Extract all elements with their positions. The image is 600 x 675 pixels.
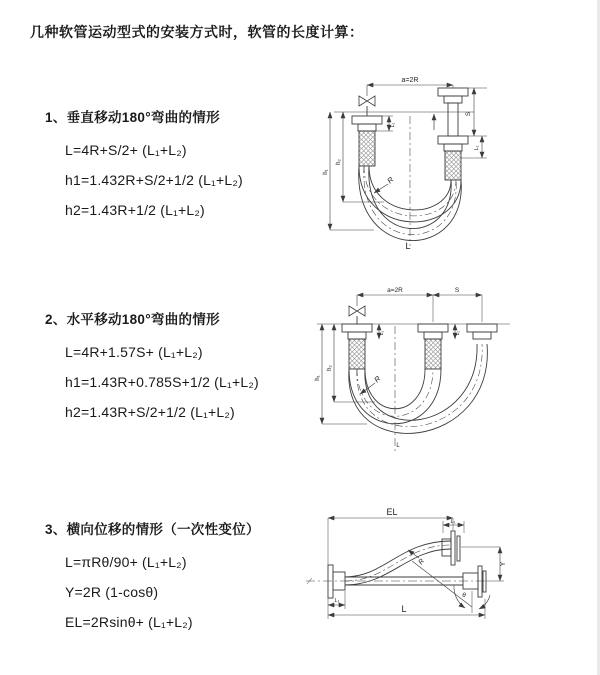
right-top-collar — [444, 96, 462, 103]
hose-centerline-moved — [357, 344, 482, 427]
left-fitting-collar — [348, 332, 366, 339]
upper-flange-plate — [451, 531, 455, 565]
left-braid-section — [359, 131, 375, 166]
right-fitting-collar — [473, 332, 491, 339]
diagram-1-linework — [330, 85, 487, 246]
formula-h2: h2=1.43R+1/2 (L₁+L₂) — [65, 202, 205, 218]
middle-fitting-collar — [424, 332, 442, 339]
dim-l1-left-label: L₁ — [334, 598, 340, 604]
right-flange-plate — [478, 566, 482, 597]
dim-a2r-label: a=2R — [387, 287, 403, 294]
formula-el: EL=2Rsinθ+ (L₁+L₂) — [65, 614, 193, 630]
page-title: 几种软管运动型式的安装方式时，软管的长度计算： — [30, 24, 364, 40]
formula-h1: h1=1.432R+S/2+1/2 (L₁+L₂) — [65, 172, 243, 188]
left-flange-plate — [328, 565, 333, 598]
middle-braid-section — [425, 339, 441, 369]
right-flange-plate — [483, 571, 486, 592]
diagram-lateral-displacement — [300, 503, 600, 673]
dim-y-label: Y — [500, 561, 507, 567]
radius-label: R — [385, 174, 396, 186]
left-fitting-nut — [342, 324, 372, 332]
valve-icon — [359, 96, 375, 106]
section-1-heading: 1、垂直移动180°弯曲的情形 — [45, 110, 220, 125]
dim-l1-left-label: L₁ — [379, 330, 385, 336]
diagram-2-linework — [317, 295, 510, 452]
radius-label: R — [417, 557, 427, 567]
right-fitting-nut — [467, 324, 497, 332]
left-fitting-collar — [358, 124, 376, 131]
curved-hose-wall — [345, 541, 451, 577]
dim-h1-label: h₁ — [315, 375, 321, 381]
dim-h2-label: h₂ — [336, 159, 342, 165]
dim-l1-right-label: L₁ — [474, 145, 480, 151]
radius-leader — [408, 550, 419, 558]
dim-el-label: EL — [386, 507, 398, 517]
diagram-vertical-180-bend — [312, 72, 600, 262]
radius-leader — [374, 184, 388, 193]
right-braid-section — [445, 151, 461, 180]
dim-l1-top-label: L₁ — [450, 519, 456, 525]
left-fitting-nut — [352, 116, 382, 124]
valve-icon — [349, 306, 365, 316]
dim-a2r-label: a=2R — [401, 77, 419, 84]
hose-wall-moved — [365, 344, 477, 420]
dim-l1-left-label: L₁ — [390, 122, 396, 128]
left-braid-section — [349, 339, 365, 369]
right-lower-collar — [444, 144, 462, 151]
section-horizontal-180 — [45, 308, 259, 427]
formula-h1: h1=1.43R+0.785S+1/2 (L₁+L₂) — [65, 374, 259, 390]
dim-h1-label: h₁ — [323, 169, 329, 175]
section-2-heading: 2、水平移动180°弯曲的情形 — [45, 312, 220, 327]
dim-s-label: S — [454, 287, 460, 294]
section-vertical-180 — [45, 106, 243, 225]
dim-s-label: S — [465, 111, 472, 117]
right-lower-nut — [438, 136, 468, 144]
dim-l-label: L — [401, 604, 407, 614]
section-lateral-displacement — [45, 518, 260, 637]
formula-h2: h2=1.43R+S/2+1/2 (L₁+L₂) — [65, 404, 235, 420]
section-3-heading: 3、横向位移的情形（一次性变位） — [45, 522, 260, 537]
formula-length: L=4R+S/2+ (L₁+L₂) — [65, 142, 187, 158]
length-label: L — [405, 241, 411, 251]
right-top-nut — [438, 88, 468, 96]
angle-theta-label: θ — [462, 592, 466, 599]
upper-flange-plate — [457, 536, 460, 561]
formula-length: L=πRθ/90+ (L₁+L₂) — [65, 554, 187, 570]
middle-fitting-nut — [418, 324, 448, 332]
formula-y: Y=2R (1-cosθ) — [65, 584, 159, 600]
dim-l1-mid-label: L₁ — [455, 330, 461, 336]
diagram-horizontal-180-bend — [305, 282, 600, 477]
curved-hose-wall — [345, 549, 451, 585]
radius-label: R — [372, 373, 383, 385]
dim-h2-label: h₂ — [327, 365, 333, 371]
right-pipe-stem — [448, 103, 458, 136]
formula-length: L=4R+1.57S+ (L₁+L₂) — [65, 344, 203, 360]
length-label: L — [396, 443, 400, 449]
